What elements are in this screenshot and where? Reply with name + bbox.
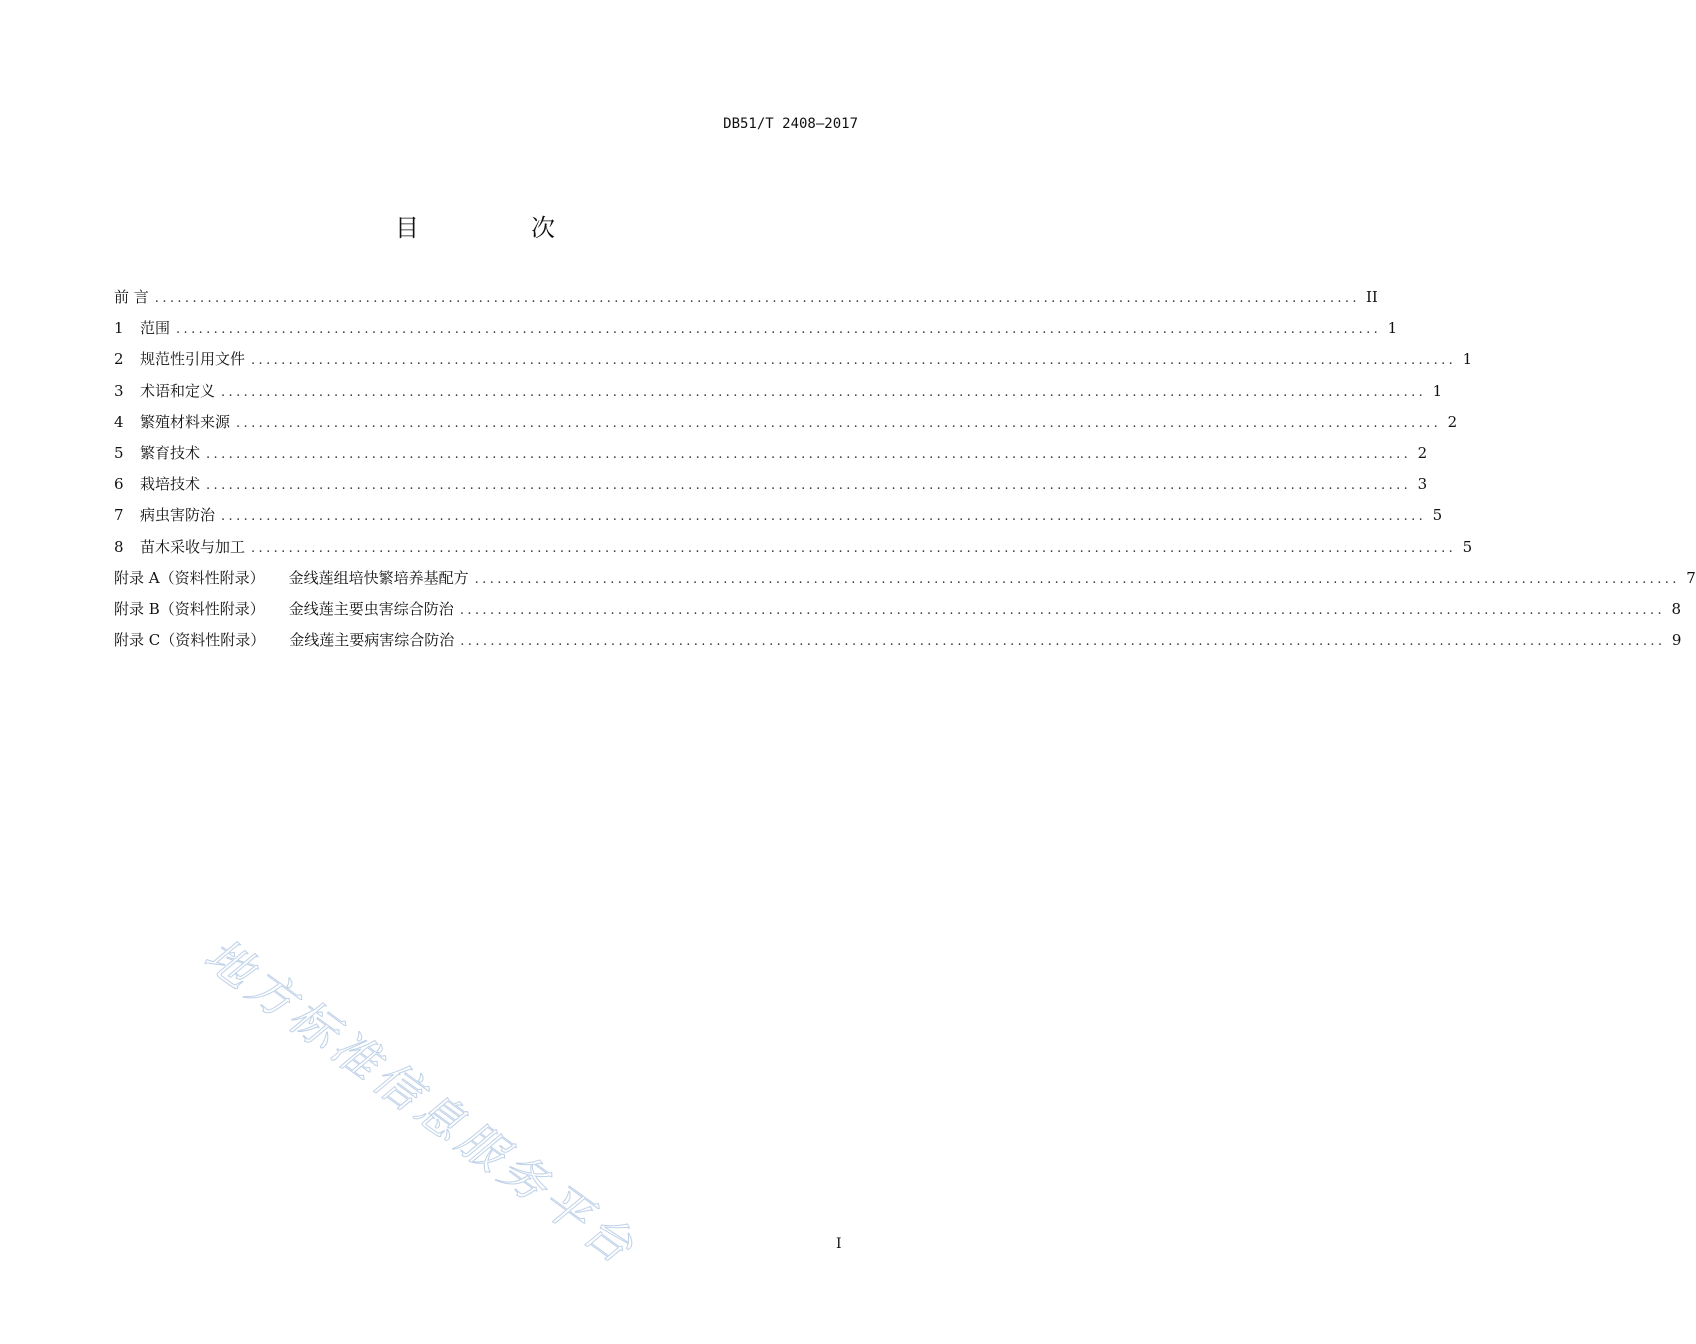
- table-of-contents: [114, 286, 1696, 660]
- toc-page-number: 1: [1432, 381, 1443, 400]
- toc-entry[interactable]: [114, 380, 1443, 411]
- toc-page-number: 2: [1447, 412, 1458, 431]
- toc-page-number: 3: [1417, 475, 1428, 494]
- toc-entry[interactable]: [114, 536, 1473, 567]
- toc-entry-label: 繁育技术: [140, 443, 201, 462]
- toc-page-number: 8: [1671, 599, 1681, 618]
- toc-entry[interactable]: [114, 504, 1443, 535]
- toc-page-number: 7: [1686, 568, 1696, 587]
- toc-leader-dots: ................................................................................................................................................................: [460, 634, 1666, 650]
- toc-entry-number: 8: [114, 537, 124, 556]
- toc-leader-dots: ................................................................................................................................................................: [176, 322, 1382, 338]
- toc-entry[interactable]: [114, 598, 1681, 629]
- toc-entry-label: 附录 B（资料性附录）: [114, 599, 265, 618]
- page-number: I: [836, 1236, 842, 1252]
- toc-entry-label: 规范性引用文件: [140, 350, 246, 369]
- toc-leader-dots: ................................................................................................................................................................: [236, 415, 1442, 431]
- toc-page-number: 1: [1462, 350, 1473, 369]
- toc-entry-number: 6: [114, 475, 124, 494]
- document-code: DB51/T 2408—2017: [723, 116, 858, 132]
- toc-page-number: II: [1365, 288, 1378, 306]
- toc-entry-label: 术语和定义: [140, 381, 216, 400]
- toc-entry-number: 5: [114, 443, 124, 462]
- toc-entry-label: 苗木采收与加工: [140, 537, 246, 556]
- toc-entry-label: 附录 A（资料性附录）: [114, 568, 265, 587]
- toc-entry-subtitle: 金线莲主要虫害综合防治: [288, 599, 454, 618]
- toc-entry-subtitle: 金线莲组培快繁培养基配方: [288, 568, 469, 587]
- toc-leader-dots: ................................................................................................................................................................: [474, 571, 1680, 587]
- toc-entry-label: 前 言: [114, 288, 149, 306]
- toc-entry-number: 7: [114, 506, 124, 525]
- toc-page-number: 5: [1462, 537, 1473, 556]
- toc-page-number: 9: [1671, 631, 1682, 650]
- toc-entry[interactable]: [114, 567, 1696, 598]
- toc-page-number: 5: [1432, 506, 1443, 525]
- toc-entry-label: 繁殖材料来源: [140, 412, 231, 431]
- toc-entry-label: 栽培技术: [140, 475, 201, 494]
- toc-entry[interactable]: [114, 473, 1428, 504]
- toc-leader-dots: ................................................................................................................................................................: [206, 478, 1412, 494]
- toc-entry-label: 病虫害防治: [140, 506, 216, 525]
- toc-leader-dots: ................................................................................................................................................................: [206, 446, 1412, 462]
- toc-entry-label: 附录 C（资料性附录）: [114, 631, 266, 650]
- toc-leader-dots: ................................................................................................................................................................: [221, 384, 1427, 400]
- toc-leader-dots: ................................................................................................................................................................: [221, 509, 1427, 525]
- toc-leader-dots: ................................................................................................................................................................: [251, 540, 1457, 556]
- toc-entry-number: 4: [114, 412, 124, 431]
- toc-leader-dots: ................................................................................................................................................................: [251, 353, 1457, 369]
- toc-entry[interactable]: [114, 348, 1473, 379]
- page-title: 目 次: [395, 214, 599, 242]
- toc-entry-number: 1: [114, 319, 124, 338]
- toc-entry[interactable]: [114, 442, 1428, 473]
- toc-entry-number: 2: [114, 350, 124, 369]
- watermark: 地方标准信息服务平台: [194, 927, 648, 1277]
- toc-entry[interactable]: [114, 629, 1682, 660]
- toc-page-number: 1: [1387, 319, 1398, 338]
- toc-entry[interactable]: [114, 317, 1398, 348]
- toc-entry-number: 3: [114, 381, 124, 400]
- toc-leader-dots: ................................................................................................................................................................: [459, 602, 1665, 618]
- toc-entry[interactable]: [114, 411, 1458, 442]
- toc-entry-label: 范围: [140, 319, 171, 338]
- toc-leader-dots: ................................................................................................................................................................: [154, 291, 1360, 306]
- toc-entry[interactable]: [114, 286, 1378, 317]
- toc-page-number: 2: [1417, 443, 1428, 462]
- toc-entry-subtitle: 金线莲主要病害综合防治: [289, 631, 455, 650]
